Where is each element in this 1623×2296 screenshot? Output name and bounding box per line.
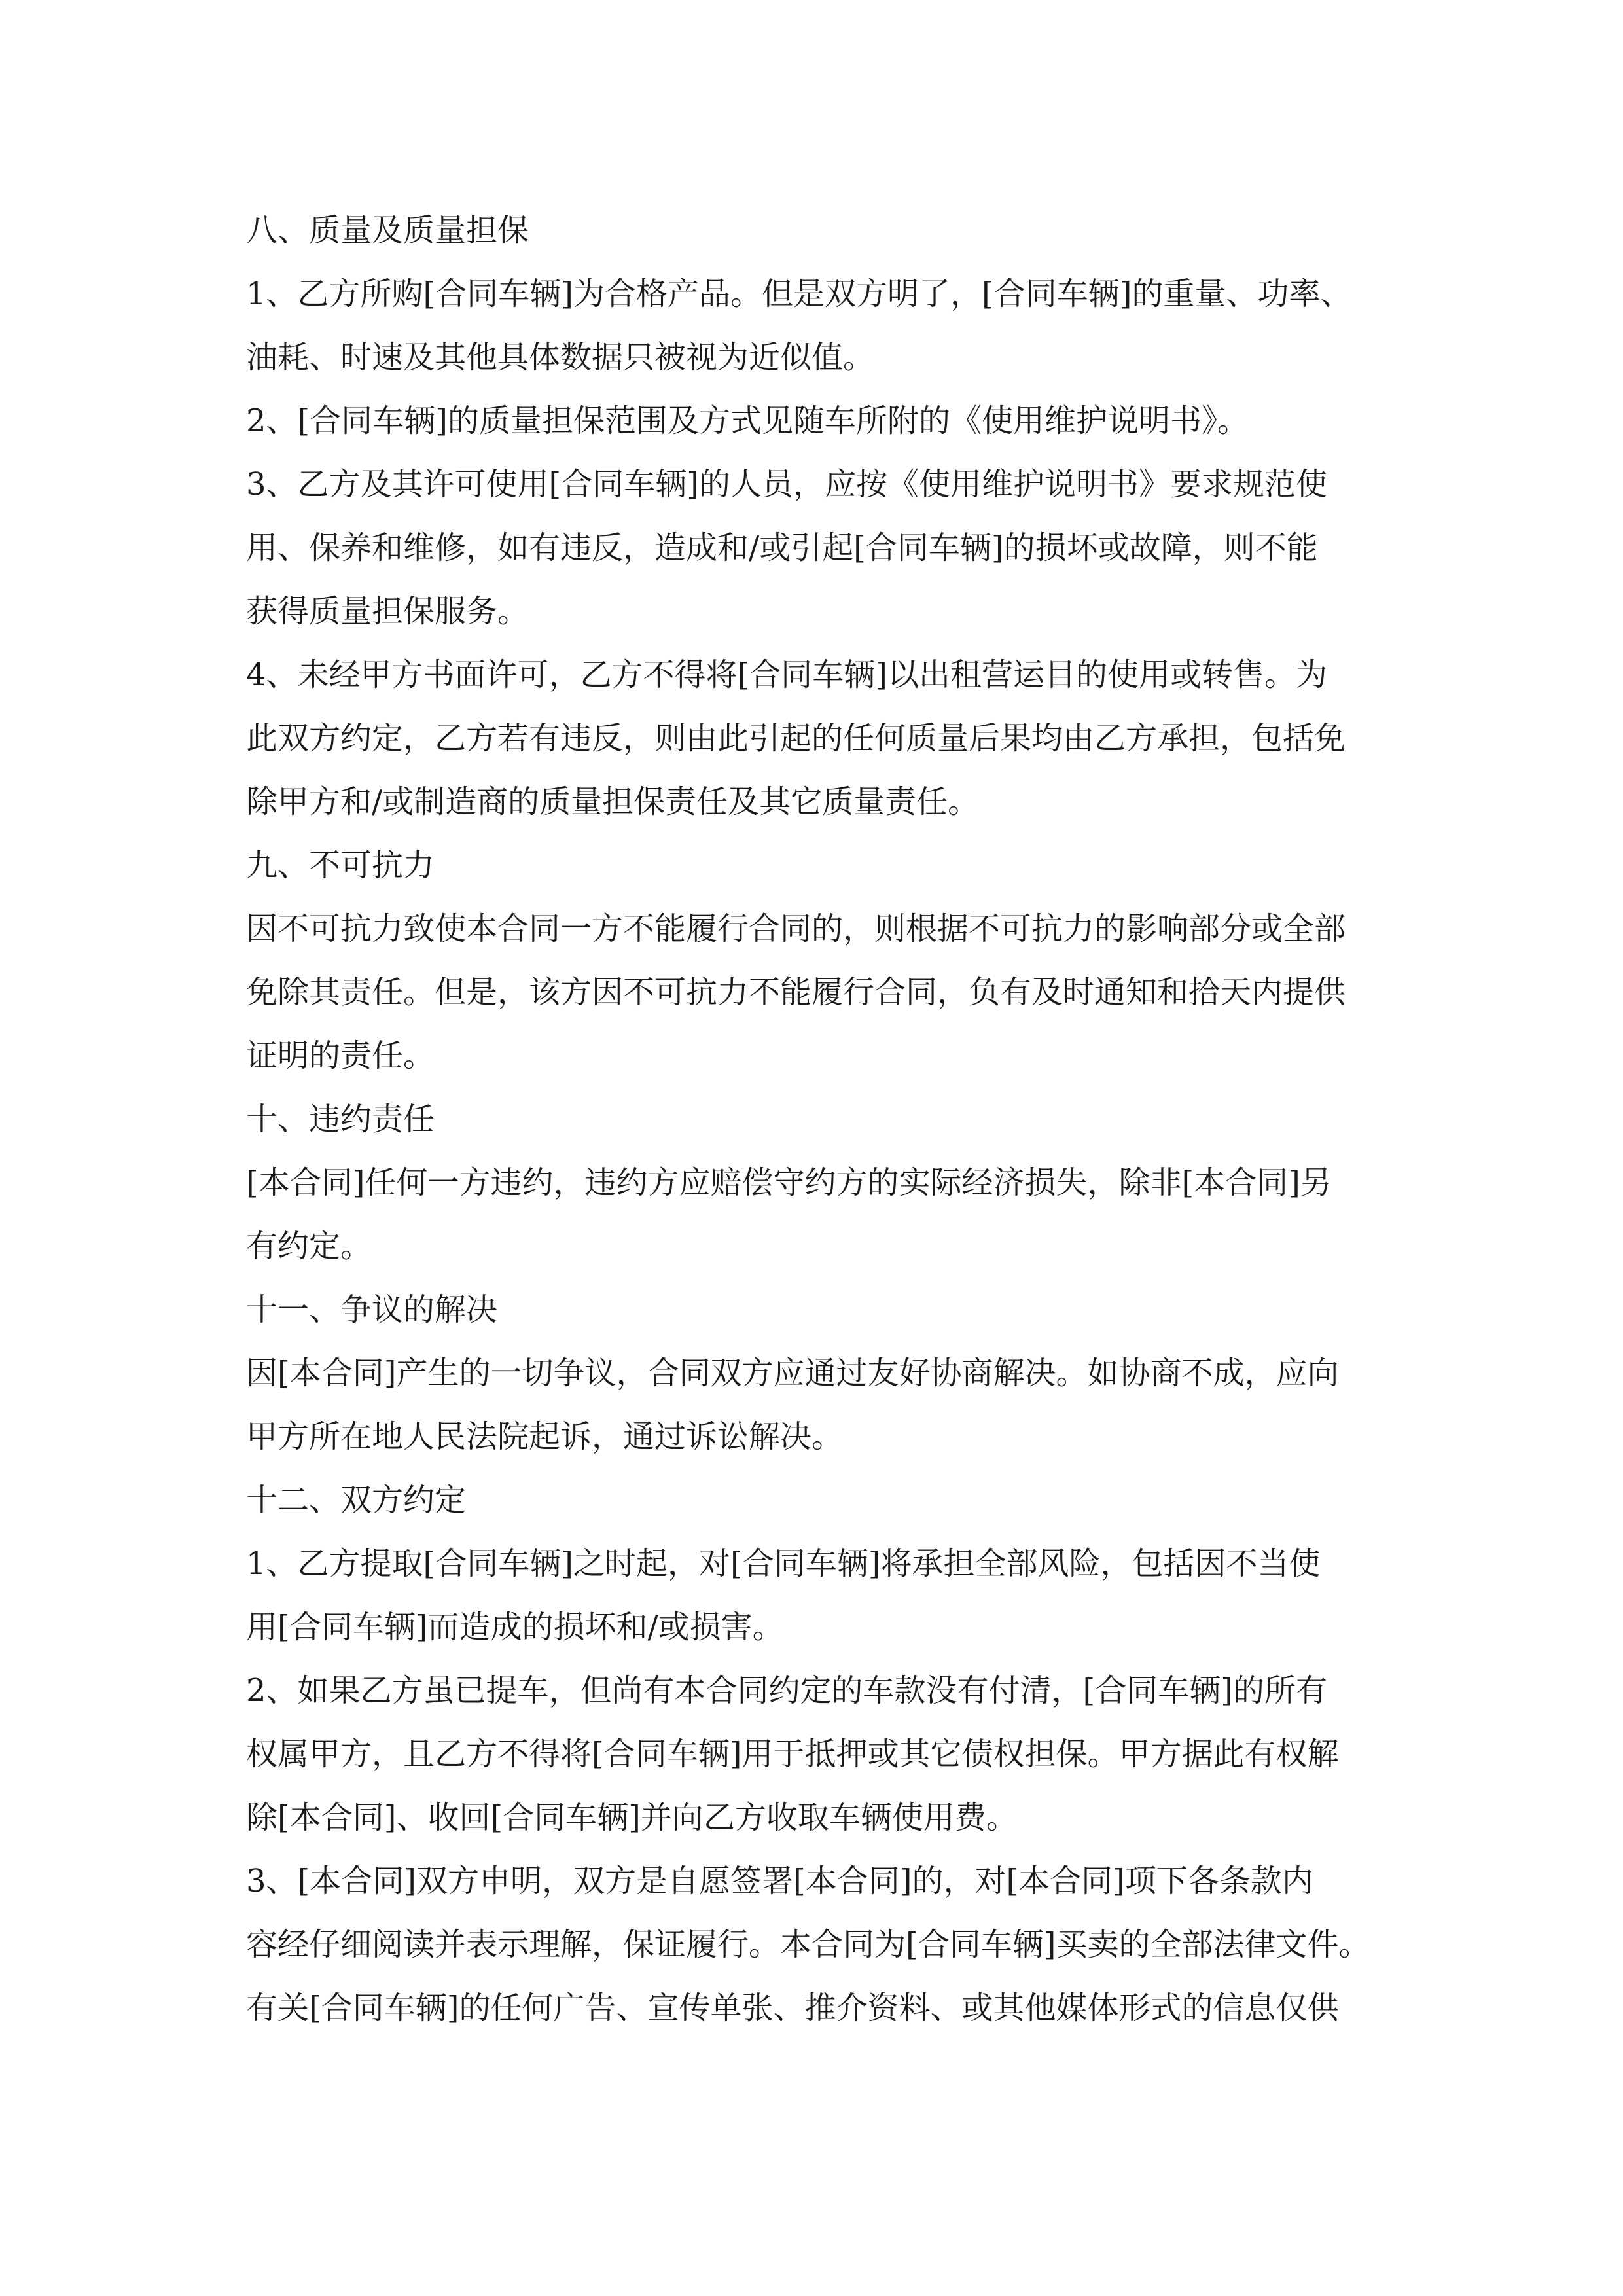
- section-heading: 九、不可抗力: [246, 847, 435, 884]
- text-line: 获得质量担保服务。: [246, 593, 529, 630]
- text-line: 因不可抗力致使本合同一方不能履行合同的，则根据不可抗力的影响部分或全部: [246, 910, 1346, 947]
- section-heading: 十、违约责任: [246, 1101, 435, 1138]
- text-line: 3、[本合同]双方申明，双方是自愿签署[本合同]的，对[本合同]项下各条款内: [246, 1863, 1313, 1899]
- text-line: 甲方所在地人民法院起诉，通过诉讼解决。: [246, 1418, 844, 1455]
- text-line: 2、如果乙方虽已提车，但尚有本合同约定的车款没有付清，[合同车辆]的所有: [246, 1672, 1327, 1709]
- text-line: 油耗、时速及其他具体数据只被视为近似值。: [246, 339, 875, 376]
- text-line: 除[本合同]、收回[合同车辆]并向乙方收取车辆使用费。: [246, 1799, 1018, 1836]
- text-line: 容经仔细阅读并表示理解，保证履行。本合同为[合同车辆]买卖的全部法律文件。: [246, 1926, 1370, 1963]
- text-line: 2、[合同车辆]的质量担保范围及方式见随车所附的《使用维护说明书》。: [246, 403, 1249, 439]
- text-line: 用、保养和维修，如有违反，造成和/或引起[合同车辆]的损坏或故障，则不能: [246, 529, 1318, 566]
- text-line: 因[本合同]产生的一切争议，合同双方应通过友好协商解决。如协商不成，应向: [246, 1355, 1339, 1391]
- section-heading: 十一、争议的解决: [246, 1291, 498, 1328]
- text-line: 权属甲方，且乙方不得将[合同车辆]用于抵押或其它债权担保。甲方据此有权解: [246, 1736, 1339, 1772]
- text-line: 免除其责任。但是，该方因不可抗力不能履行合同，负有及时通知和拾天内提供: [246, 974, 1346, 1011]
- text-line: 证明的责任。: [246, 1037, 435, 1074]
- text-line: 有约定。: [246, 1228, 372, 1265]
- text-line: [本合同]任何一方违约，违约方应赔偿守约方的实际经济损失，除非[本合同]另: [246, 1164, 1332, 1201]
- text-line: 1、乙方所购[合同车辆]为合格产品。但是双方明了，[合同车辆]的重量、功率、: [246, 276, 1352, 312]
- text-line: 3、乙方及其许可使用[合同车辆]的人员，应按《使用维护说明书》要求规范使: [246, 466, 1327, 503]
- text-line: 此双方约定，乙方若有违反，则由此引起的任何质量后果均由乙方承担，包括免: [246, 720, 1346, 757]
- text-line: 4、未经甲方书面许可，乙方不得将[合同车辆]以出租营运目的使用或转售。为: [246, 656, 1327, 693]
- text-line: 1、乙方提取[合同车辆]之时起，对[合同车辆]将承担全部风险，包括因不当使: [246, 1545, 1321, 1582]
- section-heading: 十二、双方约定: [246, 1482, 467, 1518]
- text-line: 有关[合同车辆]的任何广告、宣传单张、推介资料、或其他媒体形式的信息仅供: [246, 1990, 1339, 2026]
- text-line: 除甲方和/或制造商的质量担保责任及其它质量责任。: [246, 783, 980, 820]
- text-line: 用[合同车辆]而造成的损坏和/或损害。: [246, 1609, 784, 1645]
- section-heading: 八、质量及质量担保: [246, 212, 529, 249]
